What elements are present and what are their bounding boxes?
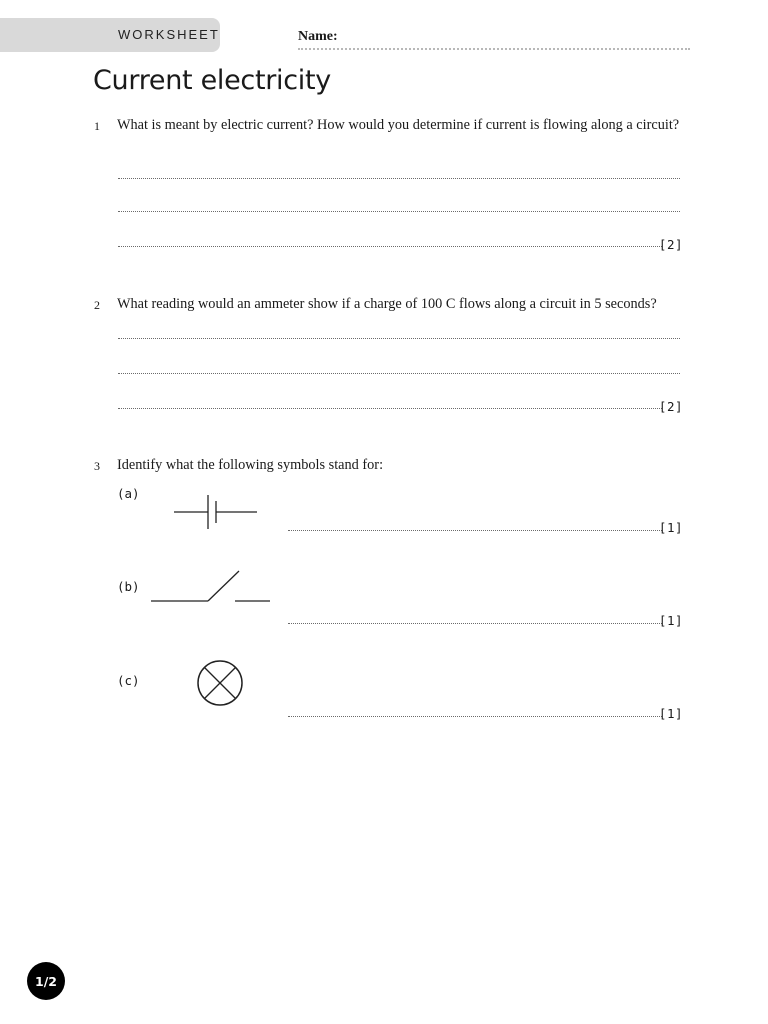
page-title: Current electricity [93,65,331,96]
question-1-answer-line-2[interactable] [118,211,680,212]
worksheet-label: WORKSHEET [118,27,220,42]
question-3a-marks: [1] [658,520,683,535]
question-1-answer-line-3[interactable] [118,246,662,247]
name-label: Name: [298,29,338,44]
question-3a-label: (a) [117,486,140,501]
worksheet-tab [0,18,220,52]
page-number: 1/2 [35,973,57,989]
question-1-text: What is meant by electric current? How would you determine if current is flowing along a circuit? [117,117,680,133]
question-2-marks: [2] [658,399,683,414]
question-2-text: What reading would an ammeter show if a charge of 100 C flows along a circuit in 5 seconds? [117,296,657,312]
question-3a-answer-line[interactable] [288,530,662,531]
question-1-marks: [2] [658,237,683,252]
question-2-answer-line-2[interactable] [118,373,680,374]
question-3b-label: (b) [117,579,140,594]
name-field-line[interactable] [298,48,690,50]
question-2-answer-line-3[interactable] [118,408,662,409]
question-3c-label: (c) [117,673,140,688]
question-1-number: 1 [94,119,100,133]
question-3b-answer-line[interactable] [288,623,662,624]
question-3c-marks: [1] [658,706,683,721]
page-number-badge [27,962,65,1000]
open-switch-symbol [150,569,272,603]
question-2-answer-line-1[interactable] [118,338,680,339]
question-3c-answer-line[interactable] [288,716,662,717]
question-3-number: 3 [94,459,100,473]
question-3-text: Identify what the following symbols stand for: [117,457,384,473]
question-3b-marks: [1] [658,613,683,628]
question-1-answer-line-1[interactable] [118,178,680,179]
lamp-symbol [196,659,244,707]
cell-symbol [172,493,258,531]
question-2-number: 2 [94,298,100,312]
